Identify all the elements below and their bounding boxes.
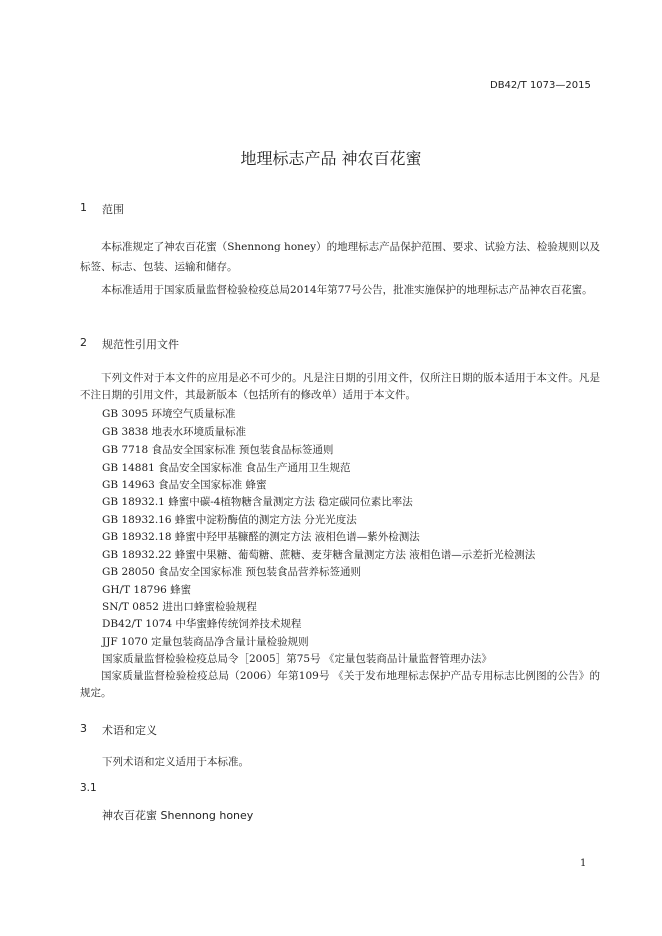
reference-item: JJF 1070 定量包装商品净含量计量检验规则	[102, 636, 309, 648]
term-name: 神农百花蜜 Shennong honey	[102, 809, 254, 822]
reference-item-last: 国家质量监督检验检疫总局（2006）年第109号 《关于发布地理标志保护产品专用标志比例图的公告》的规定。	[80, 670, 600, 699]
section-3-intro: 下列术语和定义适用于本标准。	[102, 756, 249, 768]
reference-item: 国家质量监督检验检疫总局令［2005］第75号 《定量包装商品计量监督管理办法》	[102, 653, 492, 665]
reference-item: GB 28050 食品安全国家标准 预包装食品营养标签通则	[102, 566, 362, 578]
document-title: 地理标志产品 神农百花蜜	[240, 149, 422, 168]
reference-item: GB 18932.18 蜂蜜中羟甲基糠醛的测定方法 液相色谱—紫外检测法	[102, 531, 420, 543]
section-1-heading: 范围	[102, 203, 124, 216]
reference-item: SN/T 0852 进出口蜂蜜检验规程	[102, 601, 257, 613]
section-2-intro: 下列文件对于本文件的应用是必不可少的。凡是注日期的引用文件，仅所注日期的版本适用于本文件。凡是不注日期的引用文件，其最新版本（包括所有的修改单）适用于本文件。	[80, 372, 600, 401]
reference-item: GB 3838 地表水环境质量标准	[102, 426, 247, 438]
reference-item: GH/T 18796 蜂蜜	[102, 584, 192, 596]
section-3-heading: 术语和定义	[102, 724, 157, 737]
reference-item: GB 7718 食品安全国家标准 预包装食品标签通则	[102, 444, 334, 456]
section-2-number: 2	[80, 336, 87, 349]
standard-number: DB42/T 1073—2015	[490, 80, 591, 91]
section-3-number: 3	[80, 722, 87, 735]
reference-item: GB 18932.16 蜂蜜中淀粉酶值的测定方法 分光光度法	[102, 514, 357, 526]
reference-item: GB 18932.1 蜂蜜中碳-4植物糖含量测定方法 稳定碳同位素比率法	[102, 496, 413, 508]
reference-item: DB42/T 1074 中华蜜蜂传统饲养技术规程	[102, 618, 302, 630]
section-1-paragraph-2: 本标准适用于国家质量监督检验检疫总局2014年第77号公告，批准实施保护的地理标志产品神农百花蜜。	[101, 284, 593, 296]
section-1-number: 1	[80, 201, 87, 214]
reference-item: GB 14881 食品安全国家标准 食品生产通用卫生规范	[102, 462, 351, 474]
clause-number: 3.1	[80, 782, 97, 794]
page-number: 1	[580, 858, 587, 869]
reference-item: GB 18932.22 蜂蜜中果糖、葡萄糖、蔗糖、麦芽糖含量测定方法 液相色谱—示差折光检测法	[102, 549, 536, 561]
reference-item: GB 3095 环境空气质量标准	[102, 408, 236, 420]
section-2-heading: 规范性引用文件	[102, 338, 179, 351]
section-1-paragraph-1: 本标准规定了神农百花蜜（Shennong honey）的地理标志产品保护范围、要求、试验方法、检验规则以及标签、标志、包装、运输和储存。	[80, 241, 600, 273]
reference-item: GB 14963 食品安全国家标准 蜂蜜	[102, 479, 267, 491]
